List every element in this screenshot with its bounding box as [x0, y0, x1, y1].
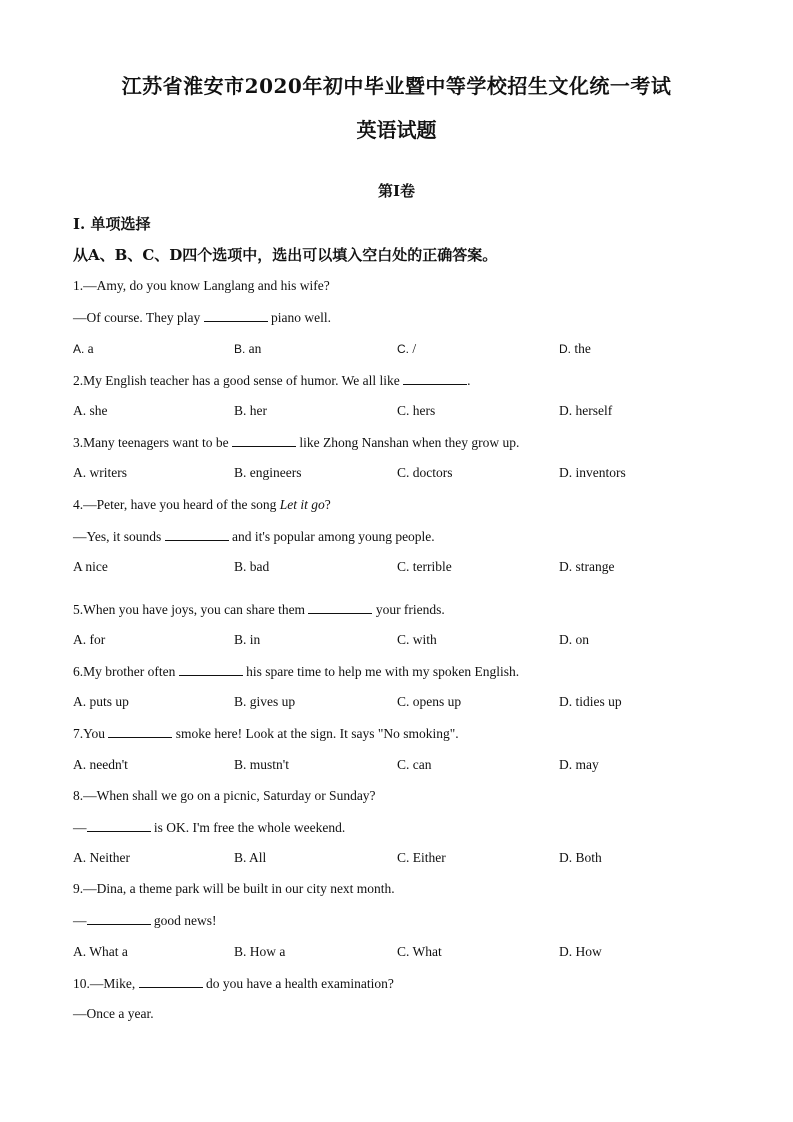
- option-b[interactable]: [234, 757, 289, 773]
- option-letter: C.: [397, 342, 413, 356]
- option-b[interactable]: [234, 465, 302, 481]
- option-text: What: [412, 944, 442, 959]
- option-letter: A.: [73, 757, 90, 772]
- question-text: piano well.: [267, 310, 331, 325]
- question-text: 5.When you have joys, you can share them: [73, 602, 309, 617]
- exam-title: 江苏省淮安市2020年初中毕业暨中等学校招生文化统一考试: [121, 74, 672, 98]
- option-letter: D.: [559, 850, 576, 865]
- option-a[interactable]: [73, 341, 94, 357]
- question-3-line-1: [73, 434, 519, 451]
- option-text: engineers: [249, 465, 302, 480]
- option-text: terrible: [412, 559, 452, 574]
- question-4-line-1: [73, 497, 331, 513]
- question-text: —Of course. They play: [73, 310, 204, 325]
- exam-subtitle: 英语试题: [356, 118, 437, 142]
- question-text: smoke here! Look at the sign. It says "No smoking".: [172, 726, 459, 741]
- question-8-line-2: [73, 819, 345, 836]
- question-text: his spare time to help me with my spoken English.: [242, 664, 520, 679]
- question-text: —: [73, 820, 87, 835]
- option-letter: D.: [559, 559, 576, 574]
- option-letter: C.: [397, 465, 413, 480]
- question-2-options: [73, 403, 733, 423]
- question-text: —Once a year.: [73, 1006, 154, 1021]
- option-letter: D.: [559, 944, 576, 959]
- question-text: and it's popular among young people.: [228, 529, 435, 544]
- option-text: bad: [249, 559, 270, 574]
- option-b[interactable]: [234, 694, 295, 710]
- option-c[interactable]: [397, 944, 442, 960]
- option-letter: B.: [234, 757, 250, 772]
- option-letter: C.: [397, 694, 413, 709]
- answer-blank: [232, 434, 296, 447]
- question-6-line-1: [73, 663, 519, 680]
- option-c[interactable]: [397, 341, 416, 357]
- option-letter: C.: [397, 850, 413, 865]
- option-letter: B.: [234, 559, 250, 574]
- option-text: How a: [249, 944, 286, 959]
- option-d[interactable]: [559, 632, 589, 648]
- option-text: Both: [575, 850, 602, 865]
- option-letter: C.: [397, 944, 413, 959]
- option-letter: B.: [234, 465, 250, 480]
- question-text: 7.You: [73, 726, 109, 741]
- option-letter: C.: [397, 403, 413, 418]
- option-d[interactable]: [559, 757, 599, 773]
- option-letter: D.: [559, 342, 575, 356]
- answer-blank: [179, 663, 243, 676]
- option-b[interactable]: [234, 341, 261, 357]
- option-letter: C.: [397, 757, 413, 772]
- option-text: the: [574, 341, 591, 356]
- option-a[interactable]: [73, 403, 108, 419]
- option-letter: A.: [73, 694, 90, 709]
- option-a[interactable]: [73, 757, 128, 773]
- question-1-options: [73, 341, 733, 361]
- question-2-line-1: [73, 372, 470, 389]
- question-7-line-1: [73, 725, 459, 742]
- option-text: with: [412, 632, 437, 647]
- option-b[interactable]: [234, 944, 285, 960]
- question-5-line-1: [73, 601, 445, 618]
- option-text: inventors: [575, 465, 626, 480]
- question-3-options: [73, 465, 733, 485]
- song-title: Let it go: [279, 497, 325, 512]
- option-a[interactable]: [73, 694, 129, 710]
- answer-blank: [87, 912, 151, 925]
- option-text: a: [87, 341, 94, 356]
- question-10-line-1: [73, 975, 394, 992]
- option-letter: A.: [73, 850, 90, 865]
- question-text: good news!: [150, 913, 217, 928]
- option-text: doctors: [412, 465, 453, 480]
- option-c[interactable]: [397, 632, 437, 648]
- option-letter: A.: [73, 944, 90, 959]
- option-letter: A.: [73, 342, 88, 356]
- question-text: —Yes, it sounds: [73, 529, 165, 544]
- option-letter: D.: [559, 465, 576, 480]
- question-9-options: [73, 944, 733, 964]
- question-10-line-2: [73, 1006, 154, 1022]
- option-letter: A.: [73, 403, 90, 418]
- option-text: for: [89, 632, 106, 647]
- option-c[interactable]: [397, 465, 453, 481]
- question-8-line-1: [73, 788, 376, 804]
- option-c[interactable]: [397, 850, 446, 866]
- option-text: Either: [412, 850, 446, 865]
- option-a[interactable]: [73, 465, 127, 481]
- option-a[interactable]: [73, 559, 108, 575]
- question-text: —: [73, 913, 87, 928]
- option-text: needn't: [89, 757, 128, 772]
- option-text: Neither: [89, 850, 130, 865]
- question-text: 6.My brother often: [73, 664, 179, 679]
- answer-blank: [108, 725, 172, 738]
- question-7-options: [73, 757, 733, 777]
- option-text: writers: [89, 465, 127, 480]
- option-text: tidies up: [575, 694, 622, 709]
- option-text: hers: [412, 403, 436, 418]
- question-text: do you have a health examination?: [202, 976, 394, 991]
- option-a[interactable]: [73, 632, 105, 648]
- question-1-line-2: [73, 309, 331, 326]
- option-text: her: [249, 403, 268, 418]
- option-text: All: [249, 850, 267, 865]
- option-text: puts up: [89, 694, 129, 709]
- option-d[interactable]: [559, 403, 612, 419]
- option-d[interactable]: [559, 465, 626, 481]
- option-text: can: [412, 757, 432, 772]
- option-letter: B.: [234, 944, 250, 959]
- option-letter: B.: [234, 694, 250, 709]
- option-d[interactable]: [559, 694, 622, 710]
- answer-blank: [403, 372, 467, 385]
- option-a[interactable]: [73, 850, 130, 866]
- answer-blank: [139, 975, 203, 988]
- option-c[interactable]: [397, 403, 435, 419]
- question-text: 1.—Amy, do you know Langlang and his wife?: [73, 278, 330, 293]
- option-letter: A.: [73, 465, 90, 480]
- answer-blank: [204, 309, 268, 322]
- question-4-options: [73, 559, 733, 579]
- question-4-line-2: [73, 528, 435, 545]
- volume-label: 第I卷: [377, 182, 416, 200]
- option-letter: C.: [397, 632, 413, 647]
- option-text: opens up: [412, 694, 462, 709]
- option-letter: D.: [559, 757, 576, 772]
- question-1-line-1: [73, 278, 330, 294]
- answer-blank: [165, 528, 229, 541]
- option-letter: B.: [234, 632, 250, 647]
- option-letter: A: [73, 559, 86, 574]
- question-text: 10.—Mike,: [73, 976, 139, 991]
- question-9-line-2: [73, 912, 217, 929]
- question-text: like Zhong Nanshan when they grow up.: [295, 435, 520, 450]
- option-text: in: [249, 632, 261, 647]
- option-c[interactable]: [397, 757, 432, 773]
- option-text: How: [575, 944, 602, 959]
- option-b[interactable]: [234, 850, 266, 866]
- option-text: may: [575, 757, 599, 772]
- option-text: she: [89, 403, 108, 418]
- option-letter: A.: [73, 632, 90, 647]
- question-text: ?: [324, 497, 331, 512]
- answer-blank: [308, 601, 372, 614]
- option-letter: D.: [559, 632, 576, 647]
- option-letter: C.: [397, 559, 413, 574]
- option-d[interactable]: [559, 850, 602, 866]
- option-c[interactable]: [397, 694, 461, 710]
- option-letter: B.: [234, 403, 250, 418]
- option-d[interactable]: [559, 341, 591, 357]
- option-text: herself: [575, 403, 613, 418]
- question-9-line-1: [73, 881, 395, 897]
- option-text: nice: [85, 559, 108, 574]
- option-letter: D.: [559, 403, 576, 418]
- question-text: your friends.: [372, 602, 445, 617]
- option-b[interactable]: [234, 559, 269, 575]
- option-text: mustn't: [249, 757, 289, 772]
- answer-blank: [87, 819, 151, 832]
- question-5-options: [73, 632, 733, 652]
- question-text: 2.My English teacher has a good sense of humor. We all like: [73, 373, 404, 388]
- option-text: gives up: [249, 694, 296, 709]
- question-text: .: [467, 373, 471, 388]
- question-text: 9.—Dina, a theme park will be built in our city next month.: [73, 881, 395, 896]
- option-letter: B.: [234, 342, 249, 356]
- option-text: /: [412, 341, 417, 356]
- option-letter: B.: [234, 850, 250, 865]
- section-instruction: 从A、B、C、D四个选项中，选出可以填入空白处的正确答案。: [73, 246, 498, 264]
- question-text: 4.—Peter, have you heard of the song: [73, 497, 280, 512]
- option-text: What a: [89, 944, 128, 959]
- question-text: 3.Many teenagers want to be: [73, 435, 232, 450]
- option-text: an: [248, 341, 262, 356]
- question-8-options: [73, 850, 733, 870]
- option-c[interactable]: [397, 559, 452, 575]
- question-text: is OK. I'm free the whole weekend.: [150, 820, 346, 835]
- section-heading: I. 单项选择: [73, 215, 151, 233]
- option-text: on: [575, 632, 589, 647]
- question-text: 8.—When shall we go on a picnic, Saturday or Sunday?: [73, 788, 376, 803]
- option-a[interactable]: [73, 944, 128, 960]
- option-d[interactable]: [559, 944, 602, 960]
- option-text: strange: [575, 559, 615, 574]
- option-b[interactable]: [234, 403, 267, 419]
- option-b[interactable]: [234, 632, 260, 648]
- question-6-options: [73, 694, 733, 714]
- option-d[interactable]: [559, 559, 614, 575]
- option-letter: D.: [559, 694, 576, 709]
